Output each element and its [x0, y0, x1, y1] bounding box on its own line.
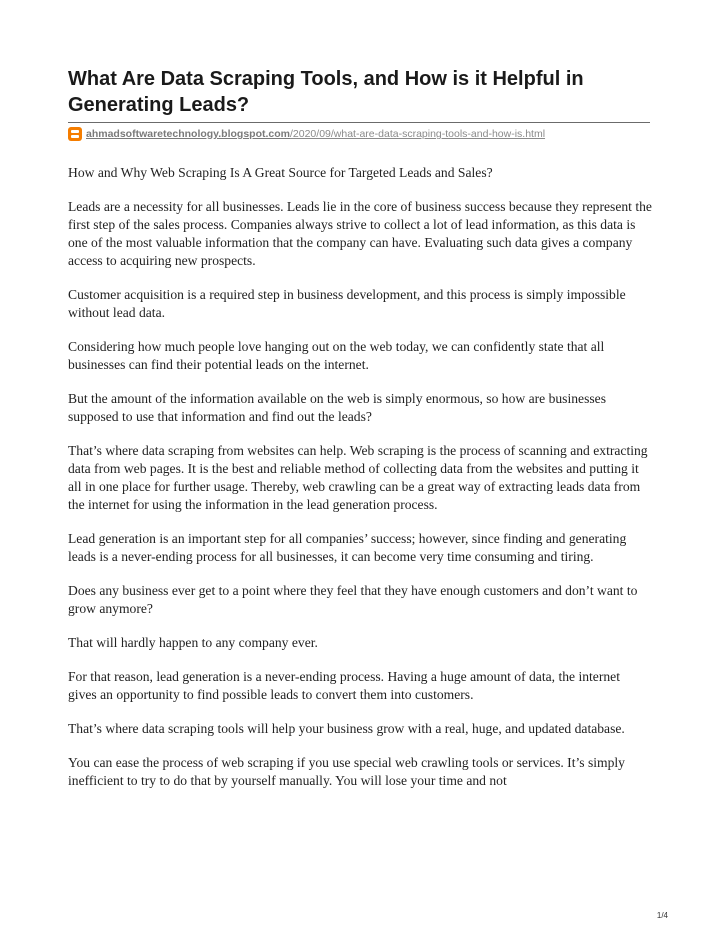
- paragraph: Does any business ever get to a point where they feel that they have enough customers and don’t want to grow anymore?: [68, 583, 638, 616]
- paragraph: Customer acquisition is a required step in business development, and this process is simply impossible without lead data.: [68, 287, 626, 320]
- paragraph: You can ease the process of web scraping if you use special web crawling tools or services. It’s simply inefficient to try to do that by yourself manually. You will lose your time and not: [68, 755, 625, 788]
- title-divider: [68, 122, 650, 123]
- article-title: What Are Data Scraping Tools, and How is it Helpful in Generating Leads?: [68, 68, 584, 116]
- paragraph: Lead generation is an important step for all companies’ success; however, since finding and generating leads is a never-ending process for all businesses, it can become very time consuming and tiring.: [68, 531, 627, 564]
- source-domain[interactable]: ahmadsoftwaretechnology.blogspot.com: [86, 128, 290, 140]
- source-path[interactable]: /2020/09/what-are-data-scraping-tools-and-how-is.html: [290, 128, 546, 140]
- blogger-icon: [68, 127, 82, 141]
- paragraph: Leads are a necessity for all businesses. Leads lie in the core of business success because they represent the first step of the sales process. Companies always strive to collect a lot of lead information, as this data is one of the most valuable information that the company can have. Evaluating such data gives a company access to acquiring new prospects.: [68, 199, 652, 268]
- paragraph: That’s where data scraping tools will help your business grow with a real, huge, and updated database.: [68, 721, 625, 736]
- paragraph-subtitle: How and Why Web Scraping Is A Great Source for Targeted Leads and Sales?: [68, 165, 493, 180]
- paragraph: That will hardly happen to any company ever.: [68, 635, 318, 650]
- paragraph: Considering how much people love hanging out on the web today, we can confidently state that all businesses can find their potential leads on the internet.: [68, 339, 605, 372]
- source-link[interactable]: [68, 126, 545, 142]
- paragraph: But the amount of the information available on the web is simply enormous, so how are businesses supposed to use that information and find out the leads?: [68, 391, 606, 424]
- paragraph: For that reason, lead generation is a never-ending process. Having a huge amount of data, the internet gives an opportunity to find possible leads to convert them into customers.: [68, 669, 620, 702]
- article-body: [68, 164, 652, 806]
- page-number: 1/4: [656, 911, 668, 920]
- paragraph: That’s where data scraping from websites can help. Web scraping is the process of scanning and extracting data from web pages. It is the best and reliable method of collecting data from the websites and putting it all in one place for further usage. Thereby, web crawling can be a great way of extracting leads data from the internet for using the information in the lead generation process.: [68, 443, 648, 512]
